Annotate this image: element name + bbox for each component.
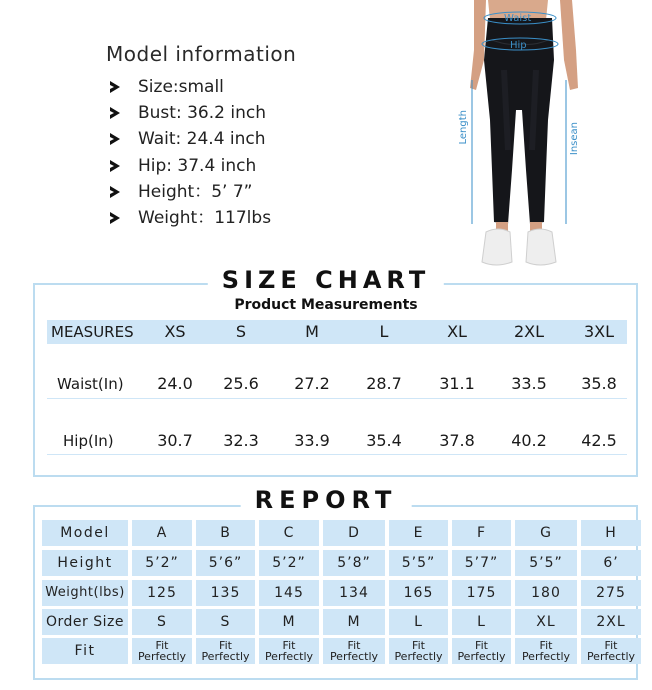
table-cell: 28.7 (366, 374, 402, 393)
table-cell: Fit Perfectly (389, 638, 448, 664)
table-cell: 165 (389, 580, 448, 606)
waist-label: Waist (504, 13, 532, 24)
size-header: XS (164, 322, 186, 341)
inseam-label: Insean (569, 122, 580, 156)
table-cell: 5’6” (196, 550, 255, 576)
table-cell: 134 (323, 580, 385, 606)
size-chart-title: SIZE CHART (208, 266, 444, 294)
size-chart-row-waist (47, 372, 627, 396)
table-cell: 2XL (581, 609, 641, 635)
arrow-bullet-icon (110, 81, 120, 93)
product-measurements-subtitle: Product Measurements (234, 297, 418, 313)
row-label: Model (42, 520, 128, 546)
table-cell: 35.4 (366, 431, 402, 450)
model-information-title: Model information (106, 42, 297, 66)
table-cell: 5’2” (259, 550, 319, 576)
model-info-item (106, 100, 296, 126)
arrow-bullet-icon (110, 107, 120, 119)
table-cell: 32.3 (223, 431, 259, 450)
table-cell: 24.0 (157, 374, 193, 393)
table-cell: S (132, 609, 192, 635)
table-cell: 40.2 (511, 431, 547, 450)
table-cell: XL (515, 609, 577, 635)
arrow-bullet-icon (110, 186, 120, 198)
row-label: Order Size (42, 609, 128, 635)
arrow-bullet-icon (110, 212, 120, 224)
size-header: 2XL (513, 322, 545, 341)
measures-header: MEASURES (51, 323, 134, 341)
table-cell: 5’8” (323, 550, 385, 576)
length-label: Length (458, 110, 469, 145)
table-cell: 175 (452, 580, 511, 606)
table-cell: C (259, 520, 319, 546)
size-header: 3XL (583, 322, 615, 341)
row-label: Height (42, 550, 128, 576)
table-cell: Fit Perfectly (196, 638, 255, 664)
table-cell: Fit Perfectly (132, 638, 192, 664)
table-cell: 145 (259, 580, 319, 606)
model-info-item (106, 74, 296, 100)
table-cell: Fit Perfectly (323, 638, 385, 664)
table-cell: 30.7 (157, 431, 193, 450)
table-cell: M (323, 609, 385, 635)
model-weight-text: Weight：117lbs (138, 207, 272, 228)
model-info-item (106, 179, 296, 205)
model-info-item (106, 205, 296, 231)
table-cell: L (452, 609, 511, 635)
row-label: Weight(lbs) (42, 580, 128, 606)
model-info-item (106, 153, 296, 179)
table-cell: G (515, 520, 577, 546)
table-cell: Fit Perfectly (515, 638, 577, 664)
hip-label: Hip (510, 40, 527, 51)
size-header: S (235, 322, 247, 341)
table-cell: 135 (196, 580, 255, 606)
row-label: Waist(In) (57, 375, 124, 393)
table-cell: S (196, 609, 255, 635)
table-cell: L (389, 609, 448, 635)
table-cell: B (196, 520, 255, 546)
table-cell: M (259, 609, 319, 635)
table-cell: H (581, 520, 641, 546)
arrow-bullet-icon (110, 133, 120, 145)
table-cell: 6’ (581, 550, 641, 576)
report-title: REPORT (241, 486, 412, 514)
size-chart-header-row (47, 320, 627, 344)
table-cell: E (389, 520, 448, 546)
model-info-item (106, 126, 296, 152)
model-information-list (106, 74, 296, 231)
model-waist-text: Wait: 24.4 inch (138, 129, 266, 150)
model-hip-text: Hip: 37.4 inch (138, 155, 257, 176)
size-header: M (305, 322, 319, 341)
row-divider (47, 398, 627, 399)
model-size-text: Size:small (138, 77, 224, 97)
table-cell: 125 (132, 580, 192, 606)
row-label: Hip(In) (63, 432, 114, 450)
table-cell: Fit Perfectly (259, 638, 319, 664)
table-cell: Fit Perfectly (581, 638, 641, 664)
table-cell: 35.8 (581, 374, 617, 393)
table-cell: 5’5” (515, 550, 577, 576)
table-cell: 37.8 (439, 431, 475, 450)
table-cell: 5’2” (132, 550, 192, 576)
table-cell: D (323, 520, 385, 546)
model-bust-text: Bust: 36.2 inch (138, 103, 266, 124)
size-header: XL (447, 322, 467, 341)
table-cell: 31.1 (439, 374, 475, 393)
size-header: L (379, 322, 389, 341)
row-divider (47, 454, 627, 455)
table-cell: 42.5 (581, 431, 617, 450)
table-cell: 27.2 (294, 374, 330, 393)
table-cell: Fit Perfectly (452, 638, 511, 664)
table-cell: 275 (581, 580, 641, 606)
table-cell: 33.5 (511, 374, 547, 393)
table-cell: 25.6 (223, 374, 259, 393)
table-cell: 33.9 (294, 431, 330, 450)
table-cell: 180 (515, 580, 577, 606)
table-cell: 5’5” (389, 550, 448, 576)
table-cell: 5’7” (452, 550, 511, 576)
size-chart-row-hip (47, 429, 627, 453)
model-height-text: Height：5’ 7” (138, 181, 253, 202)
table-cell: A (132, 520, 192, 546)
row-label: Fit (42, 638, 128, 664)
model-photo (448, 0, 588, 268)
arrow-bullet-icon (110, 160, 120, 172)
table-cell: F (452, 520, 511, 546)
model-information (106, 42, 296, 231)
